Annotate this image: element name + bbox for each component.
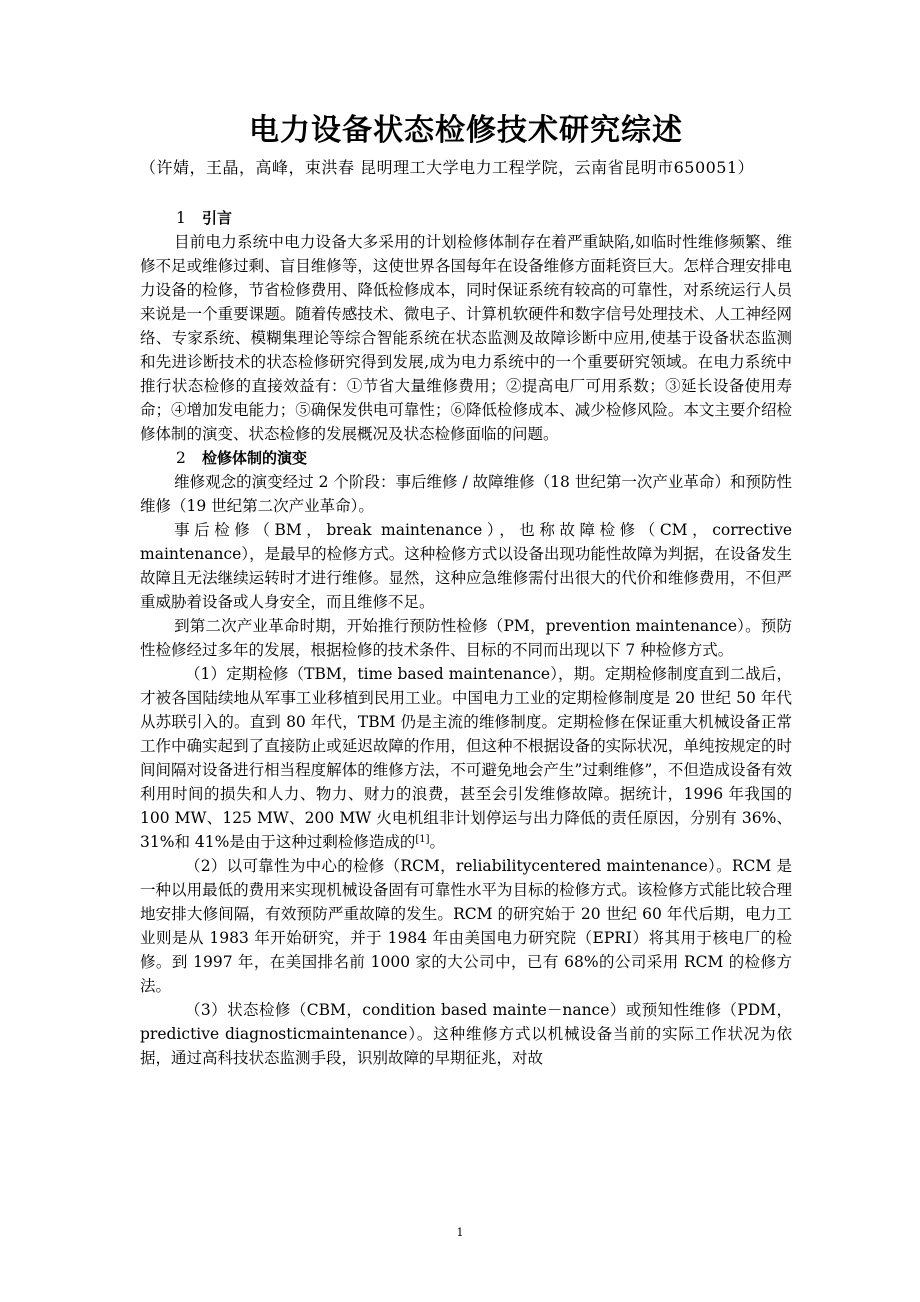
section-introduction: [140, 206, 792, 446]
spacer: [140, 180, 792, 206]
paragraph: 事后检修（BM，break maintenance），也称故障检修（CM，corrective maintenance），是最早的检修方式。这种检修方式以设备出现功能性故障为判据，在设备发生故障且无法继续运转时才进行维修。显然，这种应急维修需付出很大的代价和维修费用，不但严重威胁着设备或人身安全，而且维修不足。: [140, 521, 792, 611]
list-item-text: （1）定期检修（TBM，time based maintenance），期。定期检修制度直到二战后，才被各国陆续地从军事工业移植到民用工业。中国电力工业的定期检修制度是 20 世纪 50 年代从苏联引入的。直到 80 年代，TBM 仍是主流的维修制度。定期检修在保证重大机械设备正常工作中确实起到了直接防止或延迟故障的作用，但这种不根据设备的实际状况，单纯按规定的时间间隔对设备进行相当程度解体的维修方法，不可避免地会产生”过剩维修”，不但造成设备有效利用时间的损失和人力、物力、财力的浪费，甚至会引发维修故障。据统计，1996 年我国的 100 MW、125 MW、200 MW 火电机组非计划停运与出力降低的责任原因，分别有 36%、31%和 41%是由于这种过剩检修造成的: [140, 665, 792, 851]
author-affiliation: （许婧，王晶，高峰，束洪春 昆明理工大学电力工程学院，云南省昆明市650051）: [140, 158, 755, 177]
section-number: 1: [176, 209, 186, 227]
document-page: [140, 108, 792, 1070]
section-number: 2: [176, 449, 186, 467]
section-heading: [140, 206, 792, 230]
section-heading: [140, 446, 792, 470]
list-item-tbm: [140, 662, 792, 854]
list-item-rcm: [140, 854, 792, 998]
paragraph: 到第二次产业革命时期，开始推行预防性检修（PM，prevention maintenance）。预防性检修经过多年的发展，根据检修的技术条件、目标的不同而出现以下 7 种检修方式。: [140, 617, 792, 659]
list-item-text: （2）以可靠性为中心的检修（RCM，reliabilitycentered maintenance）。RCM 是一种以用最低的费用来实现机械设备固有可靠性水平为目标的检修方式。该检修方式能比较合理地安排大修间隔，有效预防严重故障的发生。RCM 的研究始于 20 世纪 60 年代后期，电力工业则是从 1983 年开始研究，并于 1984 年由美国电力研究院（EPRI）将其用于核电厂的检修。到 1997 年，在美国排名前 1000 家的大公司中，已有 68%的公司采用 RCM 的检修方法。: [140, 857, 792, 995]
list-item-cbm: [140, 998, 792, 1070]
list-item-text: （3）状态检修（CBM，condition based mainte－nance）或预知性维修（PDM，predictive diagnosticmaintenance）。这种维修方式以机械设备当前的实际工作状况为依据，通过高科技状态监测手段，识别故障的早期征兆，对故: [140, 1001, 792, 1067]
section-heading-text: 检修体制的演变: [202, 449, 308, 467]
citation-ref[interactable]: [1]: [415, 834, 430, 845]
section-heading-text: 引言: [202, 209, 233, 227]
document-title: 电力设备状态检修技术研究综述: [249, 113, 683, 148]
section-maintenance-evolution: [140, 446, 792, 1070]
paragraph: 维修观念的演变经过 2 个阶段：事后维修 / 故障维修（18 世纪第一次产业革命）和预防性维修（19 世纪第二次产业革命）。: [140, 473, 792, 515]
paragraph: 目前电力系统中电力设备大多采用的计划检修体制存在着严重缺陷,如临时性维修频繁、维修不足或维修过剩、盲目维修等，这使世界各国每年在设备维修方面耗资巨大。怎样合理安排电力设备的检修，节省检修费用、降低检修成本，同时保证系统有较高的可靠性，对系统运行人员来说是一个重要课题。随着传感技术、微电子、计算机软硬件和数字信号处理技术、人工神经网络、专家系统、模糊集理论等综合智能系统在状态监测及故障诊断中应用,使基于设备状态监测和先进诊断技术的状态检修研究得到发展,成为电力系统中的一个重要研究领域。在电力系统中推行状态检修的直接效益有：①节省大量维修费用；②提高电厂可用系数；③延长设备使用寿命；④增加发电能力；⑤确保发供电可靠性；⑥降低检修成本、减少检修风险。本文主要介绍检修体制的演变、状态检修的发展概况及状态检修面临的问题。: [140, 233, 792, 443]
list-item-tail: 。: [429, 833, 446, 851]
page-number: 1: [456, 1226, 464, 1239]
